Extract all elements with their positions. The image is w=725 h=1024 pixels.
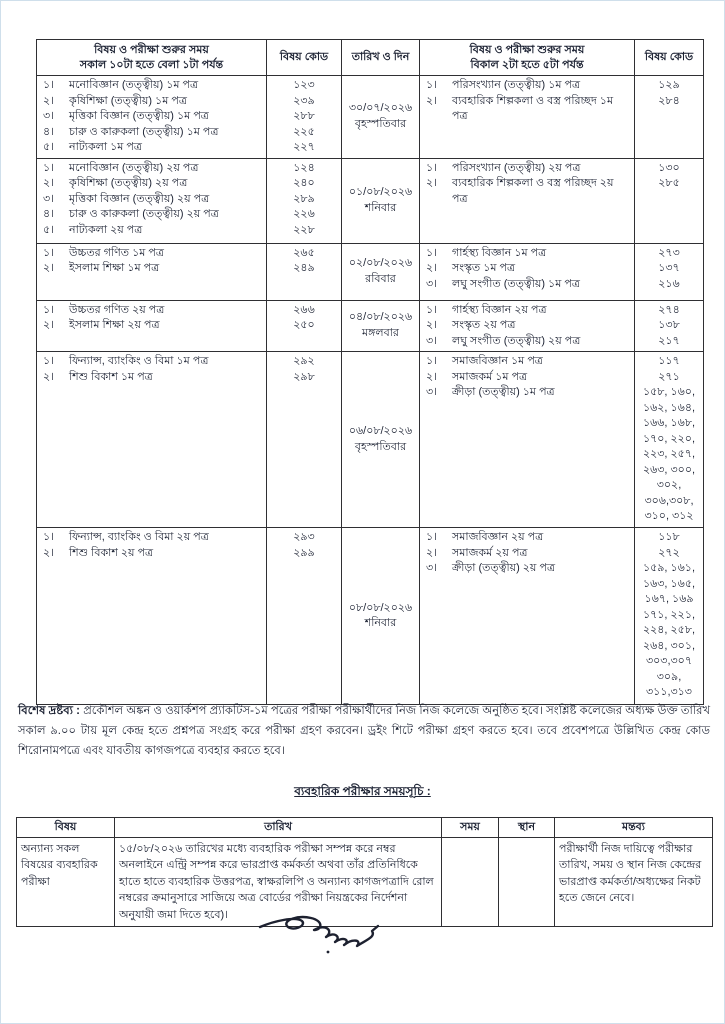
subject-code: ১৭১, ২২১, bbox=[642, 608, 696, 621]
subject-row bbox=[423, 385, 631, 401]
subject-code: ২১৬ bbox=[658, 277, 680, 290]
subject-serial: ২। bbox=[43, 262, 55, 274]
date-line: ০৮/০৮/২০২৬ bbox=[348, 601, 413, 614]
subject-code: ২২৩, ২৫৭, bbox=[642, 448, 696, 460]
subject-row bbox=[423, 561, 631, 577]
date-day-cell bbox=[342, 244, 420, 300]
subject-serial: ২। bbox=[43, 319, 55, 331]
subject-row bbox=[40, 161, 263, 177]
subject-serial: ২। bbox=[43, 370, 55, 383]
subject-name: শিশু বিকাশ ১ম পত্র bbox=[69, 370, 153, 383]
subject-code: ৩১১,৩১৩ bbox=[646, 686, 692, 698]
subject-code: ২৬৬ bbox=[293, 303, 315, 316]
subject-code-cell bbox=[635, 301, 703, 352]
subject-name: চারু ও কারুকলা (তত্ত্বীয়) ১ম পত্র bbox=[69, 125, 219, 138]
subject-code: ২৬৩, ৩০০, bbox=[642, 463, 696, 476]
date-line: ০১/০৮/২০২৬ bbox=[348, 186, 413, 198]
subject-row bbox=[40, 192, 263, 208]
subject-serial: ২। bbox=[426, 262, 438, 274]
subject-name: নাট্যকলা ১ম পত্র bbox=[69, 141, 142, 153]
subject-code: ২৯৩ bbox=[293, 531, 315, 543]
subject-row bbox=[40, 530, 263, 546]
subject-code: ২৬৪, ৩০১, bbox=[642, 639, 696, 652]
subject-name: শিশু বিকাশ ২য় পত্র bbox=[69, 546, 154, 559]
subject-serial: ১। bbox=[43, 355, 55, 367]
subject-code: ১৬২, ১৬৪, bbox=[642, 401, 696, 414]
subject-row bbox=[40, 354, 263, 370]
subject-list-cell bbox=[420, 301, 635, 352]
subject-code: ২৬৫ bbox=[293, 246, 315, 259]
practical-header-time: সময় bbox=[442, 818, 499, 837]
subject-serial: ১। bbox=[426, 79, 438, 91]
date-line: ৩০/০৭/২০২৬ bbox=[348, 102, 413, 115]
subject-code: ২৯২ bbox=[293, 355, 315, 367]
date-line: ০৬/০৮/২০২৬ bbox=[348, 425, 413, 437]
subject-code: ২৭২ bbox=[658, 546, 680, 559]
signature-ink bbox=[256, 907, 406, 962]
date-day-cell bbox=[342, 76, 420, 158]
subject-code-cell bbox=[635, 76, 703, 158]
subject-serial: ২। bbox=[43, 177, 55, 189]
header-morning-line2: সকাল ১০টা হতে বেলা ১টা পর্যন্ত bbox=[79, 58, 224, 71]
subject-row bbox=[423, 161, 631, 177]
subject-code: ৩০৬,৩০৮, bbox=[644, 494, 694, 507]
subject-serial: ২। bbox=[43, 546, 55, 559]
subject-code: ২৮৫ bbox=[658, 177, 680, 189]
practical-place-cell bbox=[499, 838, 555, 927]
subject-code-cell bbox=[635, 528, 703, 704]
subject-row bbox=[40, 125, 263, 141]
subject-name: ক্রীড়া (তত্ত্বীয়) ১ম পত্র bbox=[452, 386, 555, 398]
date-line: শনিবার bbox=[364, 617, 397, 629]
subject-code: ২৭১ bbox=[658, 370, 680, 383]
subject-serial: ১। bbox=[426, 531, 438, 543]
subject-code: ২৩৯ bbox=[293, 94, 315, 107]
subject-code: ২৮৯ bbox=[293, 192, 315, 205]
subject-name: ইসলাম শিক্ষা ১ম পত্র bbox=[69, 262, 160, 274]
header-afternoon-line1: বিষয় ও পরীক্ষা শুরুর সময় bbox=[469, 43, 585, 56]
practical-schedule-title: ব্যবহারিক পরীক্ষার সময়সূচি : bbox=[294, 784, 431, 798]
subject-code: ১২৯ bbox=[658, 79, 680, 91]
subject-row bbox=[40, 207, 263, 223]
subject-name: পরিসংখ্যান (তত্ত্বীয়) ১ম পত্র bbox=[452, 79, 581, 91]
subject-row bbox=[423, 277, 631, 293]
subject-list-cell bbox=[420, 76, 635, 158]
date-line: বৃহস্পতিবার bbox=[354, 440, 407, 453]
exam-block-row bbox=[37, 300, 703, 352]
header-subject-code-left: বিষয় কোড bbox=[267, 40, 342, 75]
subject-code: ২৪৯ bbox=[293, 262, 315, 274]
practical-table-header-row bbox=[17, 818, 712, 837]
subject-name: মৃত্তিকা বিজ্ঞান (তত্ত্বীয়) ২য় পত্র bbox=[69, 192, 210, 205]
subject-list-cell bbox=[37, 159, 267, 243]
practical-date-cell: ১৫/০৮/২০২৬ তারিখের মধ্যে ব্যবহারিক পরীক্ষা সম্পন্ন করে নম্বর অনলাইনে এন্ট্রি সম্পন্ন করে ভারপ্রাপ্ত কর্মকর্তা অথবা তাঁর প্রতিনিধিকে হাতে হাতে ব্যবহারিক উত্তরপত্র, স্বাক্ষরলিপি ও অন্যান্য কাগজপত্রাদি রোল নম্বরের ক্রমানুসারে সাজিয়ে অত্র বোর্ডের পরীক্ষা নিয়ন্ত্রকের নির্দেশনা অনুযায়ী জমা দিতে হবে)। bbox=[115, 838, 442, 927]
subject-code: ২২৫ bbox=[293, 125, 315, 138]
subject-serial: ৩। bbox=[43, 110, 55, 122]
subject-name: গার্হস্থ্য বিজ্ঞান ১ম পত্র bbox=[452, 246, 547, 259]
subject-list-cell bbox=[420, 528, 635, 704]
subject-code-cell bbox=[267, 528, 342, 704]
subject-code: ৩০৩,৩০৭ bbox=[646, 655, 692, 667]
subject-name: ব্যবহারিক শিল্পকলা ও বস্ত্র পরিচ্ছদ ১ম পত্র bbox=[452, 94, 614, 122]
exam-block-row bbox=[37, 351, 703, 527]
exam-schedule-table bbox=[36, 39, 704, 705]
subject-row bbox=[423, 546, 631, 562]
subject-name: সংস্কৃত ২য় পত্র bbox=[452, 319, 516, 331]
date-day-cell bbox=[342, 301, 420, 352]
subject-code: ১৬৬, ১৬৮, bbox=[642, 417, 696, 429]
subject-code: ১১৭ bbox=[658, 355, 680, 367]
subject-list-cell bbox=[37, 352, 267, 527]
subject-row bbox=[423, 78, 631, 94]
subject-row bbox=[40, 223, 263, 239]
subject-code: ২২৬ bbox=[293, 208, 315, 220]
subject-row bbox=[40, 546, 263, 562]
subject-code: ২২৮ bbox=[293, 223, 315, 236]
exam-block-row bbox=[37, 75, 703, 158]
header-morning-session bbox=[37, 40, 267, 75]
subject-serial: ১। bbox=[43, 161, 55, 174]
subject-name: ইসলাম শিক্ষা ২য় পত্র bbox=[69, 319, 160, 331]
subject-code: ১৫৮, ১৬০, bbox=[642, 386, 696, 398]
subject-name: সমাজকর্ম ২য় পত্র bbox=[452, 546, 528, 559]
subject-code: ১২৪ bbox=[293, 161, 315, 174]
subject-name: পরিসংখ্যান (তত্ত্বীয়) ২য় পত্র bbox=[452, 161, 581, 174]
subject-code: ২৯৯ bbox=[293, 546, 315, 559]
practical-header-subject: বিষয় bbox=[17, 818, 115, 837]
practical-subject-cell: অন্যান্য সকল বিষয়ের ব্যবহারিক পরীক্ষা bbox=[17, 838, 115, 927]
subject-code: ২২৭ bbox=[293, 141, 315, 153]
subject-code: ২৭৩ bbox=[658, 246, 680, 259]
date-line: রবিবার bbox=[365, 272, 396, 285]
practical-header-date: তারিখ bbox=[115, 818, 442, 837]
subject-code: ১৬৩, ১৬৫, bbox=[642, 577, 696, 590]
subject-code: ২৭৪ bbox=[658, 303, 680, 316]
subject-serial: ৩। bbox=[426, 386, 438, 398]
subject-serial: ১। bbox=[43, 79, 55, 91]
subject-code: ১২৩ bbox=[293, 79, 315, 91]
subject-serial: ২। bbox=[426, 94, 438, 107]
date-line: ০৪/০৮/২০২৬ bbox=[348, 311, 413, 324]
subject-serial: ৫। bbox=[43, 141, 55, 153]
subject-serial: ২। bbox=[426, 319, 438, 331]
subject-code-cell bbox=[635, 244, 703, 300]
subject-name: লঘু সংগীত (তত্ত্বীয়) ১ম পত্র bbox=[452, 277, 580, 290]
date-line: বৃহস্পতিবার bbox=[354, 117, 407, 130]
subject-code: ২৮৪ bbox=[658, 94, 680, 107]
subject-name: মনোবিজ্ঞান (তত্ত্বীয়) ১ম পত্র bbox=[69, 79, 199, 91]
subject-name: উচ্চতর গণিত ১ম পত্র bbox=[69, 246, 164, 259]
subject-code-cell bbox=[267, 76, 342, 158]
subject-name: নাট্যকলা ২য় পত্র bbox=[69, 223, 143, 236]
subject-name: উচ্চতর গণিত ২য় পত্র bbox=[69, 303, 165, 316]
subject-serial: ৪। bbox=[43, 125, 55, 138]
subject-name: সমাজকর্ম ১ম পত্র bbox=[452, 370, 528, 383]
subject-code: ২৮৮ bbox=[293, 110, 315, 122]
subject-row bbox=[40, 370, 263, 386]
subject-serial: ৪। bbox=[43, 208, 55, 220]
header-subject-code-right: বিষয় কোড bbox=[644, 51, 694, 63]
subject-list-cell bbox=[420, 159, 635, 243]
date-line: শনিবার bbox=[364, 201, 397, 214]
subject-code: ১৩৮ bbox=[658, 319, 680, 331]
subject-row bbox=[423, 246, 631, 262]
subject-list-cell bbox=[37, 301, 267, 352]
subject-name: সমাজবিজ্ঞান ১ম পত্র bbox=[452, 355, 543, 367]
date-line: মঙ্গলবার bbox=[362, 326, 399, 339]
subject-row bbox=[40, 176, 263, 192]
header-afternoon-line2: বিকাল ২টা হতে ৫টা পর্যন্ত bbox=[470, 58, 584, 71]
subject-code: ৩০২, bbox=[656, 479, 682, 491]
subject-list-cell bbox=[37, 76, 267, 158]
subject-name: লঘু সংগীত (তত্ত্বীয়) ২য় পত্র bbox=[452, 334, 581, 347]
subject-serial: ২। bbox=[426, 177, 438, 189]
subject-row bbox=[423, 370, 631, 386]
subject-serial: ১। bbox=[426, 303, 438, 316]
subject-code: ১৬৭, ১৬৯ bbox=[644, 593, 694, 605]
date-line: ০২/০৮/২০২৬ bbox=[348, 257, 413, 269]
exam-block-row bbox=[37, 243, 703, 300]
subject-row bbox=[423, 176, 631, 207]
subject-row bbox=[423, 261, 631, 277]
subject-code: ১৫৯, ১৬১, bbox=[642, 562, 695, 574]
subject-name: মনোবিজ্ঞান (তত্ত্বীয়) ২য় পত্র bbox=[69, 161, 199, 174]
subject-serial: ৩। bbox=[43, 192, 55, 205]
subject-row bbox=[423, 303, 631, 319]
subject-serial: ২। bbox=[426, 546, 438, 559]
practical-comment-cell: পরীক্ষার্থী নিজ দায়িত্বে পরীক্ষার তারিখ, সময় ও স্থান নিজ কেন্দ্রের ভারপ্রাপ্ত কর্মকর্তা/অধ্যক্ষের নিকট হতে জেনে নেবে। bbox=[559, 842, 702, 904]
subject-serial: ৩। bbox=[426, 334, 438, 347]
subject-code-cell bbox=[635, 352, 703, 527]
subject-code-cell bbox=[635, 159, 703, 243]
header-morning-line1: বিষয় ও পরীক্ষা শুরুর সময় bbox=[94, 43, 209, 56]
subject-row bbox=[423, 334, 631, 350]
subject-name: ফিন্যান্স, ব্যাংকিং ও বিমা ২য় পত্র bbox=[69, 531, 209, 543]
subject-row bbox=[40, 78, 263, 94]
subject-row bbox=[40, 318, 263, 334]
subject-serial: ৩। bbox=[426, 277, 438, 290]
subject-name: কৃষিশিক্ষা (তত্ত্বীয়) ১ম পত্র bbox=[69, 94, 187, 107]
special-note bbox=[18, 701, 710, 761]
subject-row bbox=[40, 109, 263, 125]
subject-row bbox=[40, 246, 263, 262]
subject-serial: ১। bbox=[43, 246, 55, 259]
date-day-cell bbox=[342, 528, 420, 704]
subject-serial: ১। bbox=[426, 355, 438, 367]
subject-list-cell bbox=[420, 352, 635, 527]
subject-name: ফিন্যান্স, ব্যাংকিং ও বিমা ১ম পত্র bbox=[69, 355, 209, 367]
exam-blocks bbox=[37, 75, 703, 704]
subject-row bbox=[423, 530, 631, 546]
subject-serial: ১। bbox=[426, 161, 438, 174]
subject-name: ব্যবহারিক শিল্পকলা ও বস্ত্র পরিচ্ছদ ২য় পত্র bbox=[452, 177, 614, 205]
subject-row bbox=[40, 303, 263, 319]
subject-serial: ১। bbox=[43, 531, 55, 543]
subject-serial: ১। bbox=[43, 303, 55, 316]
exam-block-row bbox=[37, 527, 703, 704]
subject-name: গার্হস্থ্য বিজ্ঞান ২য় পত্র bbox=[452, 303, 547, 316]
subject-code-cell bbox=[267, 301, 342, 352]
subject-serial: ২। bbox=[426, 370, 438, 383]
subject-name: মৃত্তিকা বিজ্ঞান (তত্ত্বীয়) ১ম পত্র bbox=[69, 110, 209, 122]
header-date-day: তারিখ ও দিন bbox=[342, 40, 420, 75]
practical-header-place: স্থান bbox=[499, 818, 555, 837]
subject-serial: ৫। bbox=[43, 223, 55, 236]
subject-code: ২২৪, ২৫৮, bbox=[642, 624, 696, 636]
subject-code: ১১৮ bbox=[658, 531, 680, 543]
subject-code-cell bbox=[267, 244, 342, 300]
practical-header-comment: মন্তব্য bbox=[621, 821, 645, 833]
date-day-cell bbox=[342, 159, 420, 243]
subject-serial: ২। bbox=[43, 94, 55, 107]
subject-code: ২১৭ bbox=[658, 334, 680, 347]
subject-name: কৃষিশিক্ষা (তত্ত্বীয়) ২য় পত্র bbox=[69, 177, 188, 189]
special-note-text: প্রকৌশল অঙ্কন ও ওয়ার্কশপ প্র্যাকটিস-১ম পত্রের পরীক্ষা পরীক্ষার্থীদের নিজ নিজ কলেজে অনুষ্ঠিত হবে। সংশ্লিষ্ট কলেজের অধ্যক্ষ উক্ত তারিখ সকাল ৯.০০ টায় মূল কেন্দ্র হতে প্রশ্নপত্র সংগ্রহ করে পরীক্ষা গ্রহণ করবেন। ড্রইং শিটে পরীক্ষা গ্রহণ করতে হবে। তবে প্রবেশপত্রে উল্লিখিত কেন্দ্র কোড শিরোনামপত্রে এবং যাবতীয় কাগজপত্রে ব্যবহার করতে হবে। bbox=[18, 705, 711, 757]
date-day-cell bbox=[342, 352, 420, 527]
subject-code: ২৯৮ bbox=[293, 370, 315, 383]
signature-scribble bbox=[256, 907, 406, 962]
header-afternoon-session bbox=[420, 40, 635, 75]
subject-row bbox=[423, 94, 631, 125]
subject-list-cell bbox=[37, 244, 267, 300]
exam-block-row bbox=[37, 158, 703, 243]
subject-code: ৩০৯, bbox=[656, 670, 682, 683]
special-note-label: বিশেষ দ্রষ্টব্য : bbox=[18, 705, 80, 717]
subject-row bbox=[40, 261, 263, 277]
subject-code: ২৪০ bbox=[293, 177, 315, 189]
subject-serial: ৩। bbox=[426, 562, 438, 574]
subject-name: সমাজবিজ্ঞান ২য় পত্র bbox=[452, 531, 544, 543]
subject-code-cell bbox=[267, 352, 342, 527]
subject-row bbox=[40, 94, 263, 110]
subject-serial: ১। bbox=[426, 246, 438, 259]
practical-time-cell bbox=[442, 838, 499, 927]
subject-code: ১৩৭ bbox=[658, 262, 680, 274]
subject-list-cell bbox=[420, 244, 635, 300]
subject-name: চারু ও কারুকলা (তত্ত্বীয়) ২য় পত্র bbox=[69, 208, 219, 220]
subject-code: ১৭০, ২২০, bbox=[642, 432, 696, 445]
subject-name: ক্রীড়া (তত্ত্বীয়) ২য় পত্র bbox=[452, 562, 556, 574]
subject-row bbox=[423, 318, 631, 334]
subject-code-cell bbox=[267, 159, 342, 243]
subject-list-cell bbox=[37, 528, 267, 704]
subject-row bbox=[423, 354, 631, 370]
subject-code: ১৩০ bbox=[658, 161, 680, 174]
subject-code: ৩১০, ৩১২ bbox=[644, 510, 694, 522]
subject-name: সংস্কৃত ১ম পত্র bbox=[452, 262, 516, 274]
exam-table-header-row bbox=[37, 40, 703, 75]
subject-row bbox=[40, 140, 263, 156]
subject-code: ২৫০ bbox=[293, 319, 315, 331]
